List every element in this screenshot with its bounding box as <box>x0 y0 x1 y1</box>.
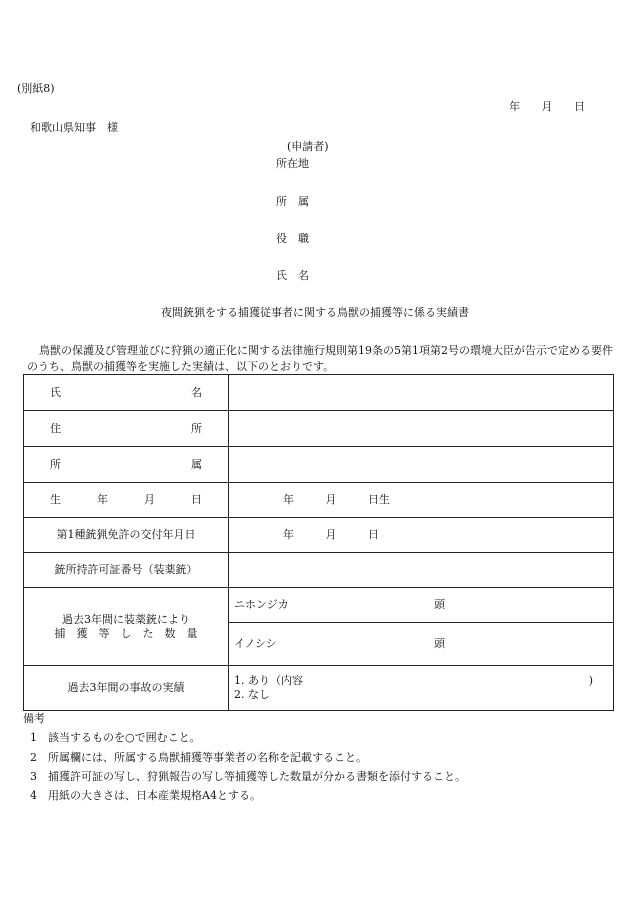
date-month-label: 月 <box>541 100 553 113</box>
table-row <box>24 553 614 588</box>
license-date-label-cell: 第1種銃猟免許の交付年月日 <box>24 518 229 553</box>
accident-option-no[interactable]: 2. なし <box>234 688 270 701</box>
applicant-position-label: 役 職 <box>276 232 309 245</box>
affiliation-label-cell: 所 属 <box>24 447 229 483</box>
catch-quantity-label-cell: 過去3年間に装薬銃により 捕 獲 等 し た 数 量 <box>24 588 229 666</box>
name-label-cell: 氏 名 <box>24 375 229 411</box>
notes-heading: 備考 <box>23 712 45 725</box>
applicant-location-label: 所在地 <box>276 157 309 170</box>
table-row <box>24 518 614 553</box>
table-row <box>24 666 614 711</box>
name-value-cell[interactable] <box>229 375 614 411</box>
table-row <box>24 447 614 483</box>
record-table <box>23 374 614 711</box>
table-row <box>24 411 614 447</box>
applicant-heading: (申請者) <box>287 140 329 153</box>
date-line <box>509 100 585 114</box>
catch-quantity-value-cell <box>229 588 614 666</box>
accident-label-cell: 過去3年間の事故の実績 <box>24 666 229 711</box>
document-title: 夜間銃猟をする捕獲従事者に関する鳥獣の捕獲等に係る実績書 <box>161 306 469 319</box>
address-label-cell: 住 所 <box>24 411 229 447</box>
date-year-label: 年 <box>509 100 520 113</box>
address-value-cell[interactable] <box>229 411 614 447</box>
license-date-value-cell[interactable]: 年 月 日 <box>229 518 614 553</box>
applicant-affiliation-label: 所 属 <box>276 195 309 208</box>
note-item: 3 捕獲許可証の写し、狩猟報告の写し等捕獲等した数量が分かる書類を添付すること。 <box>30 770 466 783</box>
birthdate-label-cell: 生 年 月 日 <box>24 483 229 518</box>
birthdate-value-cell[interactable]: 年 月 日生 <box>229 483 614 518</box>
affiliation-value-cell[interactable] <box>229 447 614 483</box>
intro-paragraph: 鳥獣の保護及び管理並びに狩猟の適正化に関する法律施行規則第19条の5第1項第2号の環境大臣が告示で定める要件のうち、鳥獣の捕獲等を実施した実績は、以下のとおりです。 <box>27 344 613 373</box>
applicant-name-label: 氏 名 <box>276 269 309 282</box>
permit-number-value-cell[interactable] <box>229 553 614 588</box>
table-row <box>24 375 614 411</box>
accident-option-yes[interactable]: 1. あり（内容 ) <box>234 674 593 688</box>
table-row <box>24 483 614 518</box>
date-day-label: 日 <box>574 100 585 113</box>
accident-value-cell <box>229 666 614 711</box>
note-item: 4 用紙の大きさは、日本産業規格A4とする。 <box>30 789 261 802</box>
table-row <box>24 588 614 666</box>
note-item: 1 該当するものを○で囲むこと。 <box>30 731 201 744</box>
form-id: (別紙8) <box>17 82 55 95</box>
note-item: 2 所属欄には、所属する鳥獣捕獲等事業者の名称を記載すること。 <box>30 751 367 764</box>
permit-number-label-cell: 銃所持許可証番号（装薬銃） <box>24 553 229 588</box>
addressee: 和歌山県知事 様 <box>30 121 118 134</box>
catch-row-deer[interactable]: ニホンジカ 頭 <box>229 588 613 623</box>
catch-row-boar[interactable]: イノシシ 頭 <box>234 637 445 651</box>
